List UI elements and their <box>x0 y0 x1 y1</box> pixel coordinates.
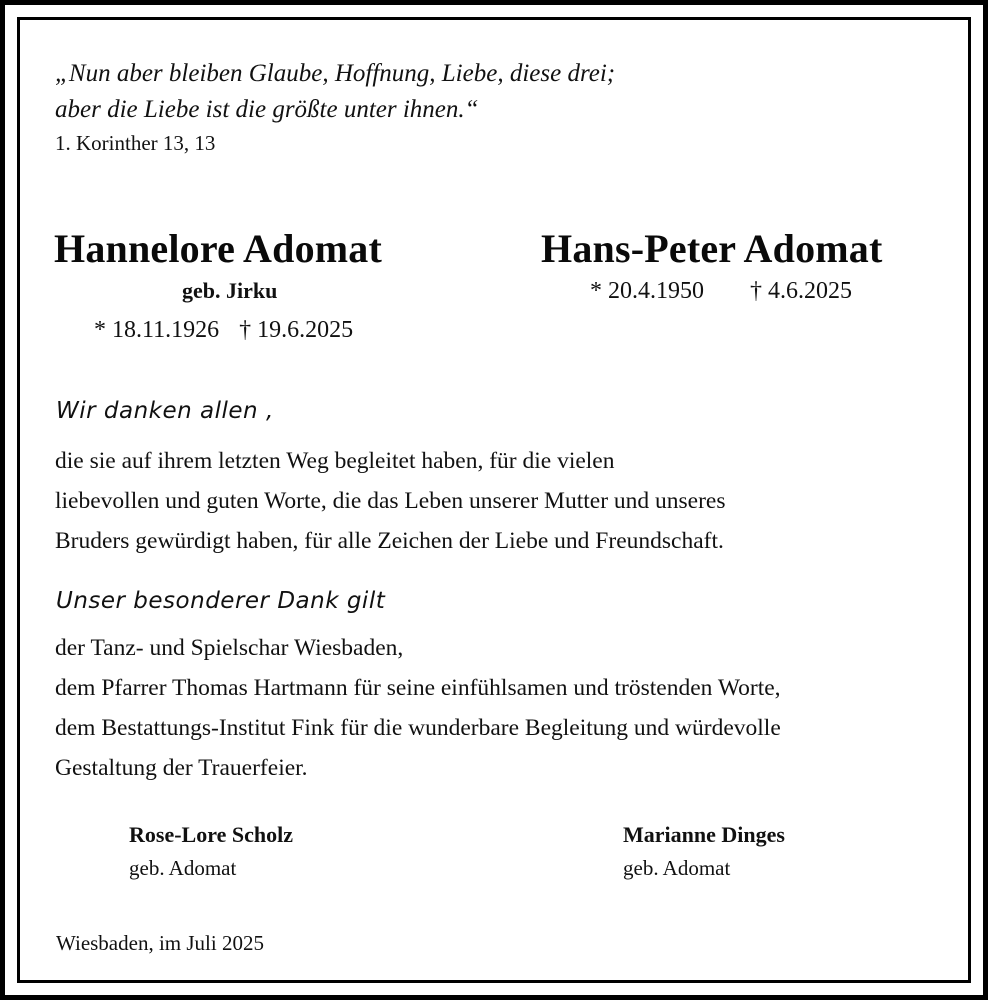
deceased-name-hannelore: Hannelore Adomat <box>54 226 383 271</box>
death-date: † 19.6.2025 <box>239 317 354 343</box>
special-thanks-line: Gestaltung der Trauerfeier. <box>55 755 308 781</box>
special-thanks-heading: Unser besonderer Dank gilt <box>56 588 386 614</box>
signatory-maiden-name: geb. Adomat <box>129 856 237 880</box>
birth-date: * 20.4.1950 <box>590 278 704 304</box>
signatory-name: Rose-Lore Scholz <box>129 822 293 847</box>
special-thanks-text <box>55 628 781 788</box>
signatory-name: Marianne Dinges <box>623 822 785 847</box>
thanks-heading: Wir danken allen , <box>56 398 274 424</box>
birth-date: * 18.11.1926 <box>94 317 220 343</box>
thanks-line: liebevollen und guten Worte, die das Leben unserer Mutter und unseres <box>55 488 726 514</box>
signatory-rose-lore <box>129 822 293 881</box>
deceased-dates-hannelore <box>94 317 353 344</box>
thanks-line: Bruders gewürdigt haben, für alle Zeichen der Liebe und Freundschaft. <box>55 528 724 554</box>
signatory-maiden-name: geb. Adomat <box>623 856 731 880</box>
quote-line: aber die Liebe ist die größte unter ihnen.“ <box>55 96 479 123</box>
deceased-maiden-name: geb. Jirku <box>182 278 278 303</box>
quote-line: „Nun aber bleiben Glaube, Hoffnung, Liebe, diese drei; <box>55 60 616 87</box>
thanks-line: die sie auf ihrem letzten Weg begleitet haben, für die vielen <box>55 448 615 474</box>
place-date: Wiesbaden, im Juli 2025 <box>56 931 264 955</box>
quote-reference: 1. Korinther 13, 13 <box>55 131 216 155</box>
special-thanks-line: der Tanz- und Spielschar Wiesbaden, <box>55 635 404 661</box>
deceased-name-hans-peter: Hans-Peter Adomat <box>541 226 883 271</box>
signatory-marianne <box>623 822 785 881</box>
special-thanks-line: dem Bestattungs-Institut Fink für die wunderbare Begleitung und würdevolle <box>55 715 781 741</box>
bible-quote <box>55 56 615 128</box>
deceased-dates-hans-peter <box>590 278 852 305</box>
death-date: † 4.6.2025 <box>750 278 852 304</box>
special-thanks-line: dem Pfarrer Thomas Hartmann für seine einfühlsamen und tröstenden Worte, <box>55 675 781 701</box>
thanks-text <box>55 441 726 561</box>
